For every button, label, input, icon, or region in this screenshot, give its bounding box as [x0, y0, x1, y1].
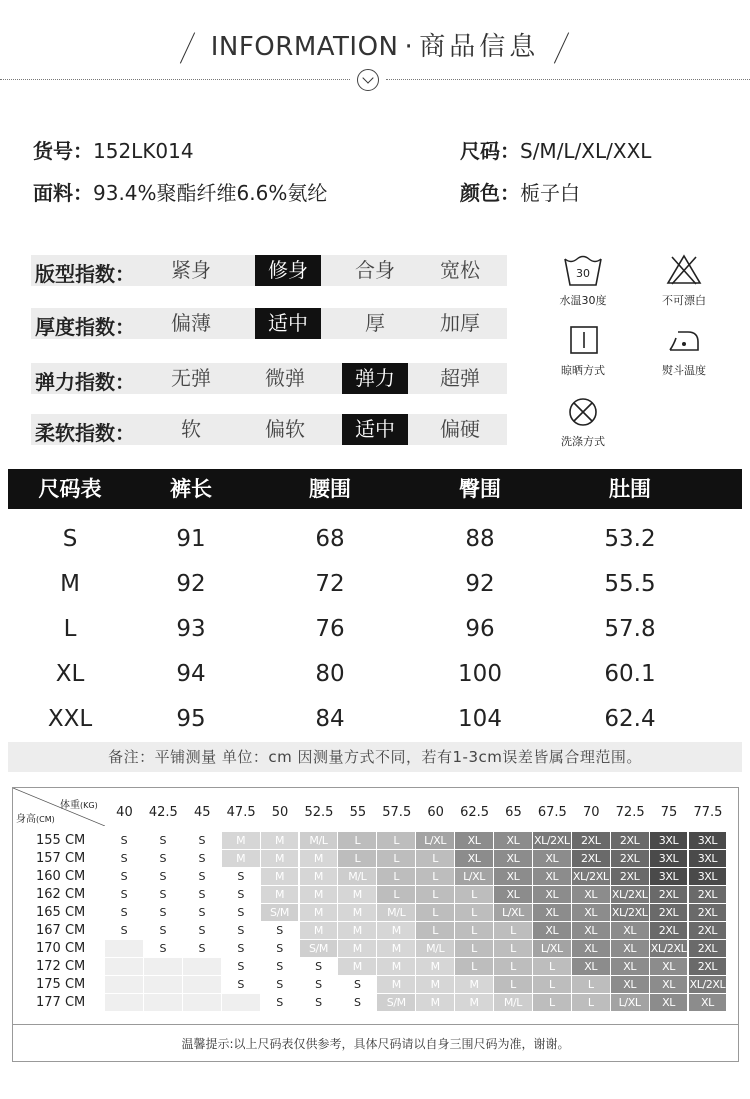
size-recommendation-cell: L/XL — [611, 994, 649, 1011]
title-english: INFORMATION — [210, 32, 399, 62]
size-recommendation-cell: 2XL — [650, 886, 688, 903]
size-recommendation-cell: S — [222, 922, 260, 939]
page-title — [0, 26, 750, 63]
size-recommendation-cell: L — [377, 868, 415, 885]
size-recommendation-cell: S — [338, 976, 376, 993]
size-recommendation-cell: XL — [455, 850, 493, 867]
size-recommendation-cell: S — [144, 868, 182, 885]
weight-header: 55 — [349, 805, 367, 820]
weight-header: 52.5 — [304, 805, 334, 820]
size-recommendation-cell: M — [338, 958, 376, 975]
size-recommendation-cell: M/L — [494, 994, 532, 1011]
size-recommendation-cell: L — [533, 958, 571, 975]
weight-header: 47.5 — [226, 805, 256, 820]
size-recommendation-cell: M — [300, 922, 338, 939]
size-recommendation-cell: S — [144, 850, 182, 867]
size-recommendation-cell: L — [572, 976, 610, 993]
size-recommendation-cell: XL — [611, 940, 649, 957]
size-recommendation-cell: L — [572, 994, 610, 1011]
size-recommendation-cell: M — [416, 958, 454, 975]
size-recommendation-cell: M — [261, 832, 299, 849]
height-label: 155 CM — [36, 833, 86, 848]
thickness-option: 厚 — [365, 311, 385, 335]
size-recommendation-cell: XL — [533, 868, 571, 885]
size-recommendation-cell: 3XL — [650, 868, 688, 885]
size-recommendation-cell: S — [183, 904, 221, 921]
size-recommendation-cell: L — [338, 832, 376, 849]
size-recommendation-cell: S — [300, 994, 338, 1011]
size-recommendation-cell: M — [377, 940, 415, 957]
size-recommendation-cell: L/XL — [533, 940, 571, 957]
size-table-size-cell: S — [62, 526, 78, 552]
size-recommendation-cell: M — [338, 886, 376, 903]
chevron-down-icon — [357, 69, 379, 91]
size-recommendation-cell: L — [416, 922, 454, 939]
elasticity-option-selected: 弹力 — [342, 363, 408, 394]
size-recommendation-cell: 2XL — [689, 940, 727, 957]
size-recommendation-cell: M — [261, 868, 299, 885]
height-label: 162 CM — [36, 887, 86, 902]
elasticity-option: 无弹 — [171, 366, 211, 390]
size-recommendation-cell: XL — [533, 922, 571, 939]
size-recommendation-cell: S — [183, 868, 221, 885]
size-recommendation-cell: 2XL — [611, 832, 649, 849]
size-table-value-cell: 84 — [315, 706, 345, 732]
hip-column-header: 臀围 — [459, 477, 501, 501]
size-recommendation-cell: L/XL — [455, 868, 493, 885]
divider-left — [0, 79, 350, 80]
elasticity-option: 超弹 — [440, 366, 480, 390]
size-recommendation-cell: L — [416, 904, 454, 921]
size-recommendation-cell: L — [377, 850, 415, 867]
corner-height-label — [16, 810, 55, 825]
size-recommendation-cell: S/M — [377, 994, 415, 1011]
size-recommendation-cell: S — [300, 976, 338, 993]
size-recommendation-cell: 2XL — [572, 850, 610, 867]
size-recommendation-cell: S — [261, 994, 299, 1011]
chart-footer-note: 温馨提示:以上尺码表仅供参考，具体尺码请以自身三围尺码为准，谢谢。 — [12, 1024, 739, 1063]
elasticity-index-label: 弹力指数： — [35, 370, 135, 394]
size-range — [460, 135, 651, 164]
size-table-value-cell: 91 — [176, 526, 206, 552]
size-recommendation-cell: 2XL — [689, 904, 727, 921]
size-recommendation-cell: XL — [494, 886, 532, 903]
size-table-value-cell: 96 — [465, 616, 495, 642]
softness-option: 偏硬 — [440, 417, 480, 441]
size-table-value-cell: 88 — [465, 526, 495, 552]
fabric-value: 93.4%聚酯纤维6.6%氨纶 — [93, 181, 328, 205]
size-recommendation-cell: S — [105, 850, 143, 867]
size-recommendation-cell: S — [144, 904, 182, 921]
size-recommendation-cell — [105, 958, 143, 975]
size-recommendation-cell: L — [455, 940, 493, 957]
height-label: 170 CM — [36, 941, 86, 956]
size-recommendation-cell: M — [377, 958, 415, 975]
title-separator: · — [404, 32, 414, 62]
size-recommendation-cell: L — [494, 940, 532, 957]
size-table-value-cell: 53.2 — [604, 526, 656, 552]
size-recommendation-cell: XL — [572, 904, 610, 921]
size-recommendation-cell: S — [183, 832, 221, 849]
weight-header: 60 — [427, 805, 444, 820]
size-recommendation-cell: XL — [611, 958, 649, 975]
size-table-value-cell: 60.1 — [604, 661, 656, 687]
elasticity-option: 微弹 — [265, 366, 305, 390]
size-recommendation-cell — [144, 958, 182, 975]
size-recommendation-cell: S — [105, 922, 143, 939]
size-recommendation-cell: M — [455, 994, 493, 1011]
weight-header: 40 — [116, 805, 133, 820]
dry-label: 晾晒方式 — [561, 364, 605, 377]
size-recommendation-cell: M — [300, 868, 338, 885]
size-table-size-cell: XL — [55, 661, 85, 687]
size-table-value-cell: 76 — [315, 616, 345, 642]
size-recommendation-cell: S — [105, 886, 143, 903]
size-recommendation-cell: XL/2XL — [611, 906, 648, 919]
size-recommendation-cell — [105, 940, 143, 957]
size-recommendation-cell: 3XL — [650, 832, 688, 849]
size-recommendation-cell: M/L — [300, 832, 338, 849]
size-table-value-cell: 100 — [458, 661, 502, 687]
size-recommendation-cell: M — [455, 976, 493, 993]
waist-column-header: 腰围 — [309, 477, 351, 501]
fabric — [33, 177, 327, 206]
size-range-value: S/M/L/XL/XXL — [520, 139, 652, 163]
size-table-value-cell: 68 — [315, 526, 345, 552]
size-recommendation-cell: M — [300, 850, 338, 867]
size-recommendation-cell: L/XL — [416, 832, 454, 849]
color-value: 栀子白 — [520, 181, 580, 205]
length-column-header: 裤长 — [170, 477, 212, 501]
size-recommendation-cell: S — [144, 832, 182, 849]
size-recommendation-cell — [183, 976, 221, 993]
fabric-label: 面料： — [33, 181, 93, 205]
size-recommendation-cell: XL — [611, 922, 649, 939]
size-table-value-cell: 80 — [315, 661, 345, 687]
size-recommendation-cell: M — [300, 886, 338, 903]
size-recommendation-cell: XL — [572, 922, 610, 939]
belly-column-header: 肚围 — [609, 477, 651, 501]
size-table-value-cell: 92 — [465, 571, 495, 597]
size-recommendation-cell: S — [183, 940, 221, 957]
size-recommendation-cell: S — [183, 886, 221, 903]
dry-icon — [563, 324, 603, 358]
weight-header: 62.5 — [460, 805, 490, 820]
height-label: 175 CM — [36, 977, 86, 992]
item-number-value: 152LK014 — [93, 139, 194, 163]
size-recommendation-cell: M — [222, 832, 260, 849]
size-recommendation-cell: L — [533, 976, 571, 993]
size-recommendation-cell: S — [222, 904, 260, 921]
thickness-option-selected: 适中 — [255, 308, 321, 339]
height-label: 167 CM — [36, 923, 86, 938]
size-table-value-cell: 93 — [176, 616, 206, 642]
size-recommendation-cell — [144, 994, 182, 1011]
corner-weight-text: 体重 — [60, 800, 80, 811]
size-recommendation-cell: L — [338, 850, 376, 867]
weight-header: 72.5 — [615, 805, 645, 820]
size-table-value-cell: 95 — [176, 706, 206, 732]
size-recommendation-cell: L — [455, 886, 493, 903]
size-recommendation-cell — [183, 994, 221, 1011]
softness-index-row — [31, 414, 507, 445]
size-recommendation-cell: S — [105, 868, 143, 885]
size-recommendation-cell: S — [183, 922, 221, 939]
thickness-option: 加厚 — [440, 311, 480, 335]
size-recommendation-cell: XL — [533, 886, 571, 903]
size-table-size-cell: XXL — [47, 706, 93, 732]
size-recommendation-cell: S — [222, 940, 260, 957]
size-recommendation-cell: M — [416, 994, 454, 1011]
size-recommendation-cell: S — [338, 994, 376, 1011]
height-label: 160 CM — [36, 869, 86, 884]
size-recommendation-cell: S — [144, 940, 182, 957]
size-recommendation-cell: 3XL — [689, 868, 727, 885]
no-bleach-icon — [664, 253, 704, 287]
size-recommendation-cell: M — [261, 886, 299, 903]
size-recommendation-cell: S — [222, 886, 260, 903]
size-recommendation-cell: S — [222, 976, 260, 993]
size-recommendation-cell: XL — [494, 832, 532, 849]
size-column-header: 尺码表 — [38, 477, 102, 501]
size-table-value-cell: 62.4 — [604, 706, 656, 732]
thickness-index-row — [31, 308, 507, 339]
size-recommendation-cell — [222, 994, 260, 1011]
weight-header: 75 — [660, 805, 678, 820]
size-range-label: 尺码： — [460, 139, 520, 163]
size-recommendation-cell: L — [455, 922, 493, 939]
size-recommendation-cell: 2XL — [611, 868, 649, 885]
softness-option-selected: 适中 — [342, 414, 408, 445]
no-bleach-label: 不可漂白 — [662, 294, 706, 307]
softness-option: 偏软 — [265, 417, 305, 441]
size-recommendation-cell: 2XL — [689, 958, 727, 975]
size-recommendation-cell: L/XL — [494, 904, 532, 921]
no-wash-label: 洗涤方式 — [561, 435, 605, 448]
size-table-value-cell: 72 — [315, 571, 345, 597]
size-recommendation-cell — [105, 994, 143, 1011]
softness-option: 软 — [181, 417, 201, 441]
size-recommendation-cell: XL/2XL — [650, 942, 687, 955]
size-recommendation-cell: XL/2XL — [689, 978, 726, 991]
size-recommendation-cell: 2XL — [689, 922, 727, 939]
size-recommendation-cell: S — [300, 958, 338, 975]
size-recommendation-cell: L — [377, 832, 415, 849]
size-recommendation-cell: L — [455, 958, 493, 975]
fit-option: 紧身 — [171, 258, 211, 282]
iron-icon — [664, 322, 704, 356]
size-recommendation-cell: 3XL — [689, 832, 727, 849]
size-recommendation-cell: S — [144, 922, 182, 939]
size-recommendation-cell: S — [222, 958, 260, 975]
size-recommendation-cell: 3XL — [689, 850, 727, 867]
fit-option-selected: 修身 — [255, 255, 321, 286]
size-table-value-cell: 94 — [176, 661, 206, 687]
size-recommendation-cell: M — [338, 904, 376, 921]
size-recommendation-cell: XL — [494, 868, 532, 885]
size-recommendation-cell: L — [494, 976, 532, 993]
size-recommendation-cell: XL — [455, 832, 493, 849]
size-recommendation-cell: L — [416, 850, 454, 867]
height-label: 165 CM — [36, 905, 86, 920]
size-recommendation-cell: L — [533, 994, 571, 1011]
item-number — [33, 135, 194, 164]
size-table-value-cell: 92 — [176, 571, 206, 597]
wash-temp-text: 30 — [576, 267, 590, 280]
weight-header: 65 — [505, 805, 522, 820]
size-table-value-cell: 57.8 — [604, 616, 656, 642]
size-recommendation-cell: XL — [689, 994, 727, 1011]
wash-basin-icon — [563, 255, 603, 289]
size-table-value-cell: 104 — [458, 706, 502, 732]
size-recommendation-cell: S — [183, 850, 221, 867]
height-label: 172 CM — [36, 959, 86, 974]
size-recommendation-cell — [105, 976, 143, 993]
size-recommendation-cell: M — [222, 850, 260, 867]
elasticity-index-row — [31, 363, 507, 394]
fit-option: 合身 — [355, 258, 395, 282]
fit-option: 宽松 — [440, 258, 480, 282]
size-table-header — [8, 469, 742, 509]
size-recommendation-cell: XL — [572, 958, 610, 975]
size-recommendation-cell: XL/2XL — [572, 870, 609, 883]
size-recommendation-cell: XL — [494, 850, 532, 867]
wash-label: 水温30度 — [559, 294, 607, 307]
color-label: 颜色： — [460, 181, 520, 205]
weight-header: 77.5 — [693, 805, 723, 820]
size-recommendation-cell — [183, 958, 221, 975]
size-recommendation-cell: M — [338, 922, 376, 939]
size-recommendation-cell: 2XL — [611, 850, 649, 867]
size-recommendation-cell: 2XL — [650, 922, 688, 939]
title-chinese: 商品信息 — [419, 32, 540, 62]
size-table-size-cell: L — [63, 616, 77, 642]
size-recommendation-cell: 2XL — [689, 886, 727, 903]
size-recommendation-cell: M — [377, 922, 415, 939]
fit-index-row — [31, 255, 507, 286]
size-recommendation-cell: S/M — [261, 904, 299, 921]
size-recommendation-cell: S — [105, 904, 143, 921]
size-recommendation-cell: XL — [533, 850, 571, 867]
thickness-index-label: 厚度指数： — [35, 315, 135, 339]
size-recommendation-cell: XL — [650, 958, 688, 975]
corner-height-unit: (CM) — [36, 815, 55, 824]
size-recommendation-cell: XL/2XL — [611, 888, 648, 901]
size-recommendation-cell: S — [261, 922, 299, 939]
size-recommendation-cell: M — [416, 976, 454, 993]
size-recommendation-cell: S — [144, 886, 182, 903]
weight-header: 42.5 — [148, 805, 178, 820]
corner-weight-label — [60, 796, 98, 811]
size-recommendation-cell: M — [261, 850, 299, 867]
slash-decoration — [175, 33, 201, 63]
softness-index-label: 柔软指数： — [35, 421, 135, 445]
size-recommendation-cell: 2XL — [650, 904, 688, 921]
weight-header: 57.5 — [382, 805, 412, 820]
corner-weight-unit: (KG) — [80, 801, 98, 810]
size-recommendation-cell: S — [105, 832, 143, 849]
item-number-label: 货号： — [33, 139, 93, 163]
size-recommendation-cell: S — [261, 976, 299, 993]
height-label: 177 CM — [36, 995, 86, 1010]
size-recommendation-cell: M — [338, 940, 376, 957]
size-recommendation-cell: M — [377, 976, 415, 993]
weight-header: 50 — [271, 805, 289, 820]
size-recommendation-cell: M/L — [377, 904, 415, 921]
size-recommendation-cell: XL — [611, 976, 649, 993]
size-recommendation-cell: 2XL — [572, 832, 610, 849]
size-recommendation-cell: L — [494, 958, 532, 975]
size-recommendation-cell: S — [222, 868, 260, 885]
size-recommendation-cell: XL — [650, 994, 688, 1011]
thickness-option: 偏薄 — [171, 311, 211, 335]
size-recommendation-cell — [144, 976, 182, 993]
size-recommendation-cell: XL — [572, 886, 610, 903]
weight-header: 70 — [582, 805, 600, 820]
size-recommendation-cell: L — [416, 886, 454, 903]
height-label: 157 CM — [36, 851, 86, 866]
size-recommendation-cell: S — [261, 940, 299, 957]
color — [460, 177, 580, 206]
size-table-note: 备注：平铺测量 单位：cm 因测量方式不同，若有1-3cm误差皆属合理范围。 — [8, 742, 742, 772]
size-recommendation-cell: M — [300, 904, 338, 921]
size-recommendation-cell: XL — [572, 940, 610, 957]
size-table-size-cell: M — [60, 571, 80, 597]
size-recommendation-cell: XL/2XL — [534, 834, 570, 847]
size-recommendation-cell: M/L — [338, 868, 376, 885]
weight-header: 67.5 — [537, 805, 567, 820]
corner-height-text: 身高 — [16, 814, 36, 825]
size-recommendation-cell: L — [377, 886, 415, 903]
size-recommendation-cell: M/L — [416, 940, 454, 957]
size-recommendation-cell: L — [416, 868, 454, 885]
slash-decoration — [549, 33, 575, 63]
divider-right — [386, 79, 750, 80]
fit-index-label: 版型指数： — [35, 262, 135, 286]
size-recommendation-cell: L — [494, 922, 532, 939]
iron-label: 熨斗温度 — [662, 364, 706, 377]
size-recommendation-cell: S/M — [300, 940, 338, 957]
no-wash-icon — [563, 396, 603, 430]
size-recommendation-cell: XL — [533, 904, 571, 921]
weight-header: 45 — [193, 805, 211, 820]
size-table-value-cell: 55.5 — [604, 571, 656, 597]
size-recommendation-cell: 3XL — [650, 850, 688, 867]
size-recommendation-cell: S — [261, 958, 299, 975]
size-recommendation-cell: XL — [650, 976, 688, 993]
size-recommendation-cell: L — [455, 904, 493, 921]
